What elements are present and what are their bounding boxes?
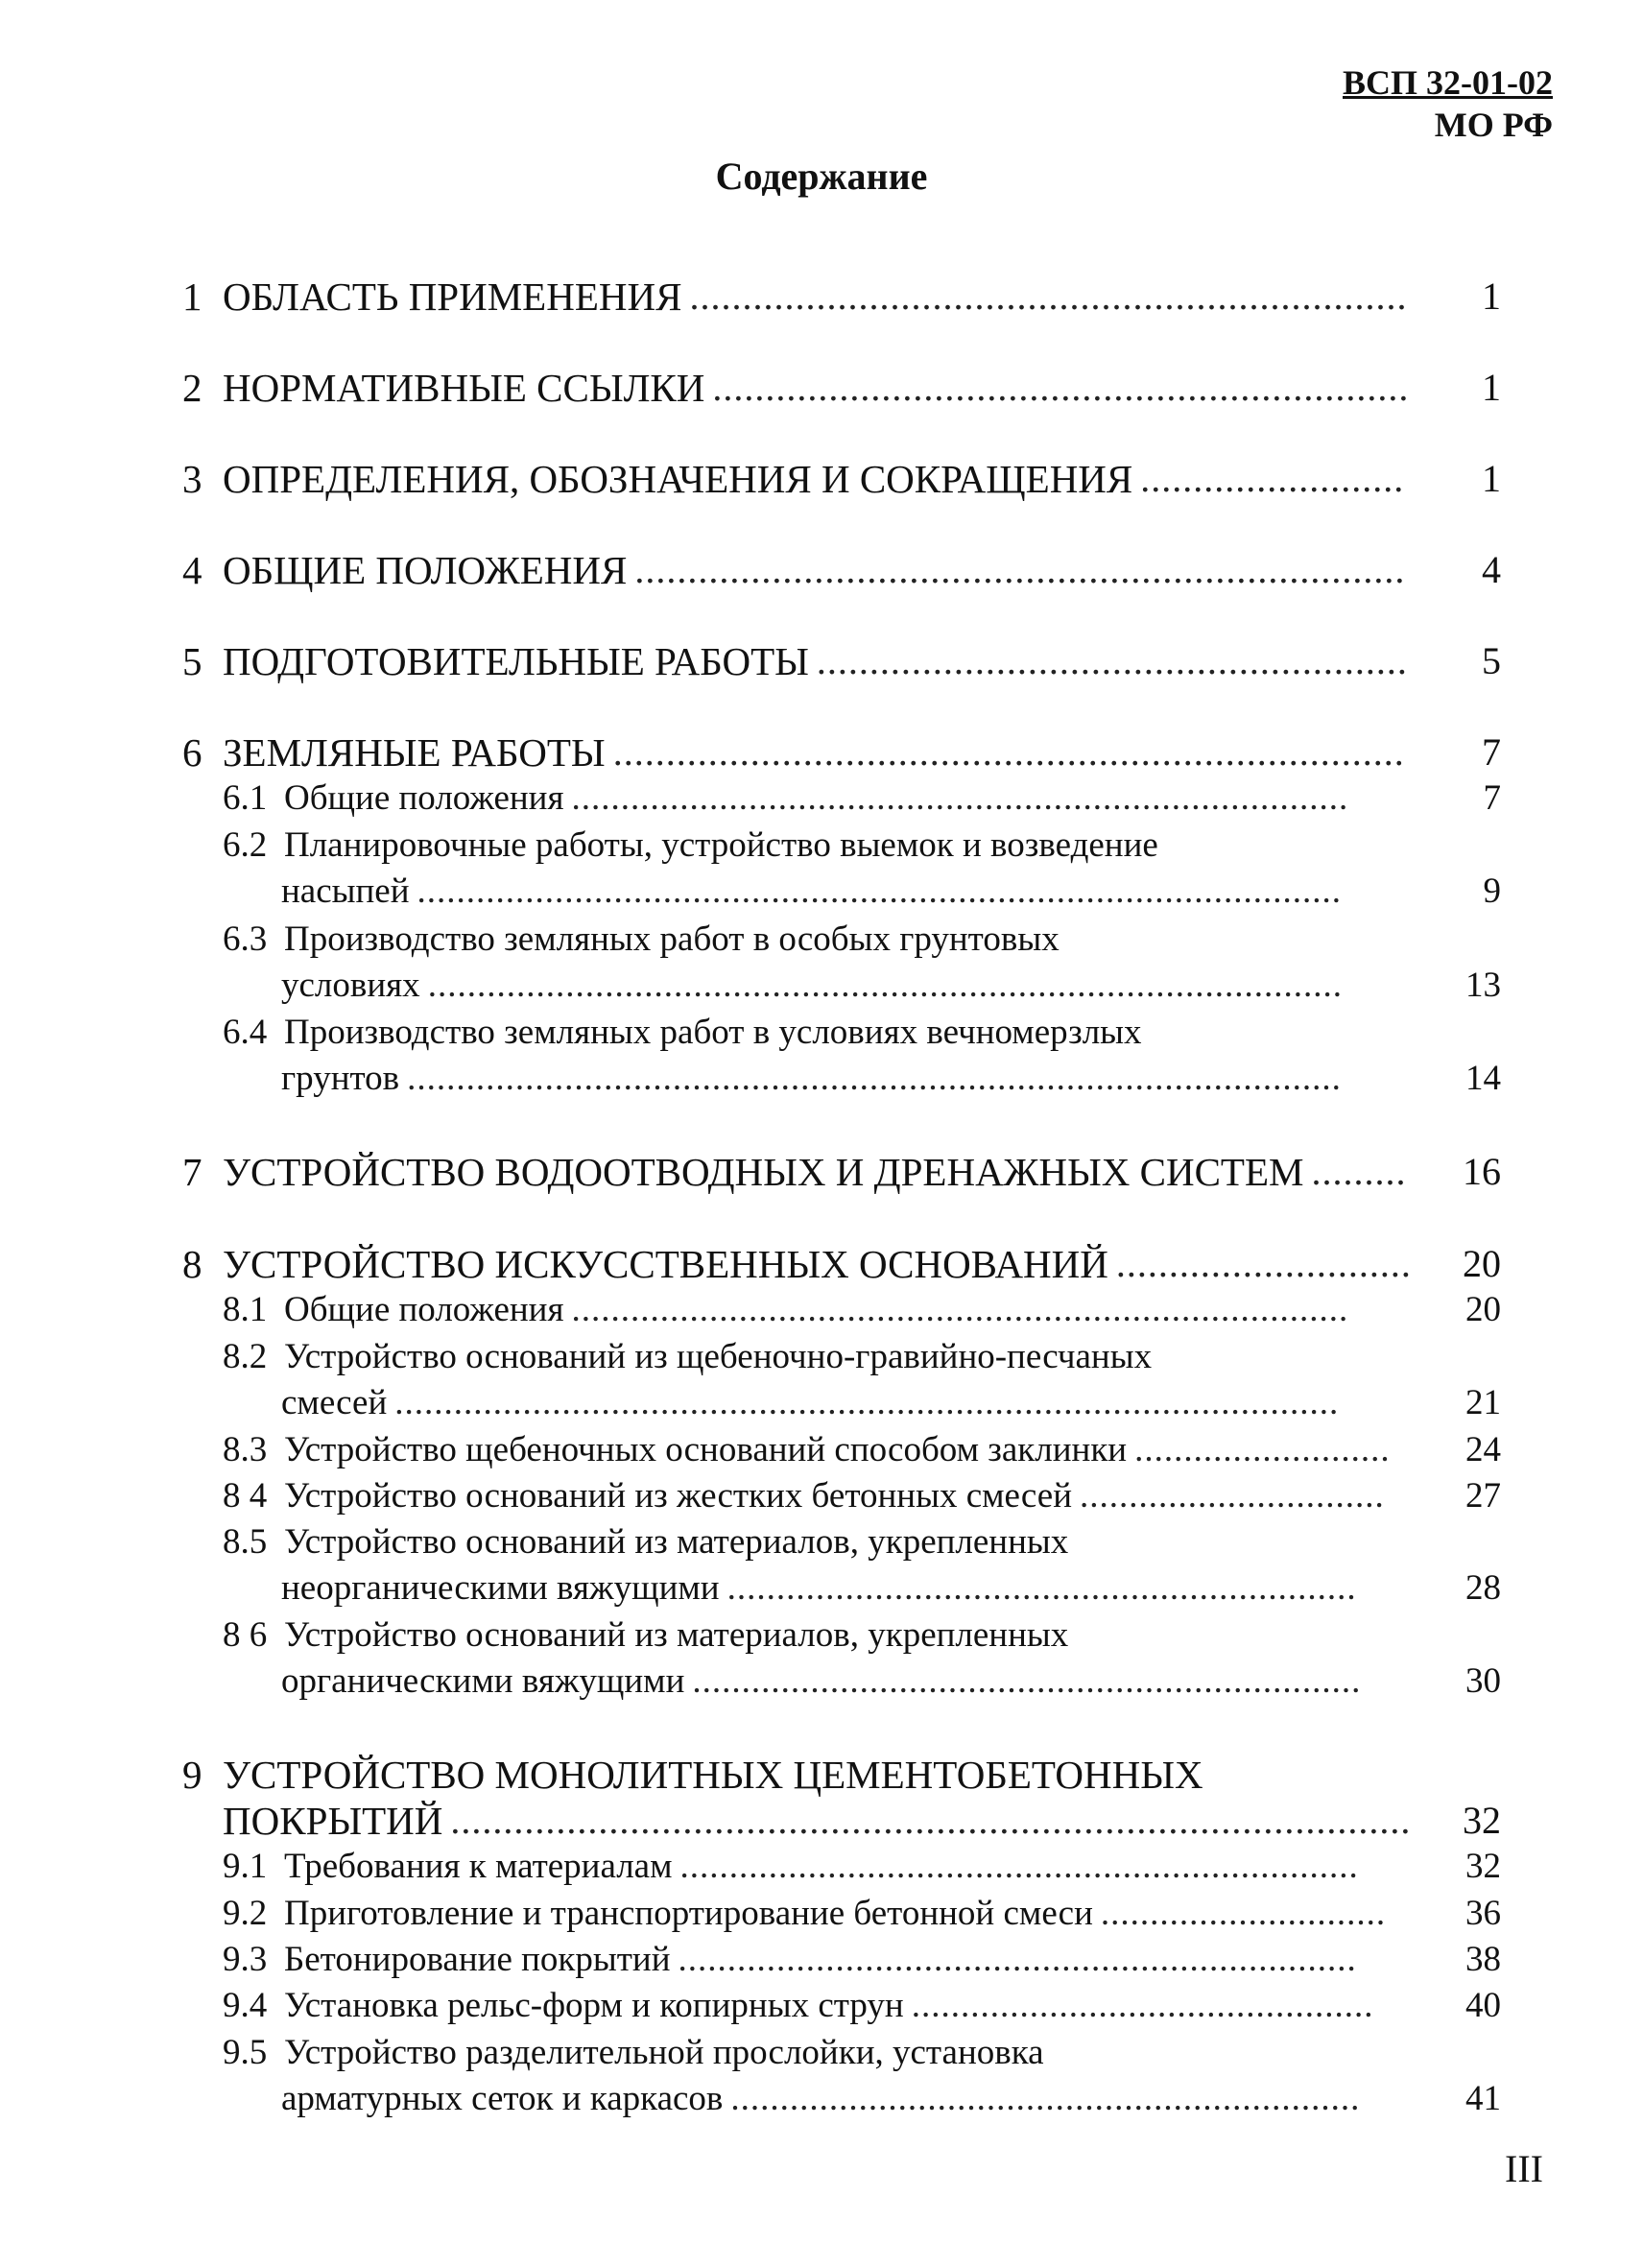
toc-entry-number: 8.3 <box>223 1430 268 1469</box>
toc-entry-page: 32 <box>1463 1799 1501 1842</box>
toc-entry-title: Устройство оснований из материалов, укрепленных <box>284 1522 1069 1562</box>
toc-entry-number: 6.4 <box>223 1013 268 1052</box>
toc-entry-page: 32 <box>1465 1847 1501 1886</box>
toc-entry-number: 8.1 <box>223 1290 268 1329</box>
toc-entry-title: УСТРОЙСТВО ВОДООТВОДНЫХ И ДРЕНАЖНЫХ СИСТЕМ <box>223 1150 1304 1194</box>
toc-entry-number: 2 <box>182 366 202 410</box>
dot-leader: ................................................................................................ <box>394 1383 1340 1422</box>
dot-leader: ............................................................................... <box>571 778 1349 818</box>
toc-entry-number: 8.2 <box>223 1337 268 1376</box>
toc-entry-title: грунтов <box>281 1059 400 1098</box>
toc-entry-page: 4 <box>1482 548 1501 591</box>
toc-entry-title: Общие положения <box>284 1290 564 1329</box>
toc-entry-number: 9.4 <box>223 1986 268 2025</box>
toc-entry-page: 21 <box>1465 1383 1501 1422</box>
toc-entry-title: Устройство оснований из жестких бетонных смесей <box>284 1476 1072 1516</box>
toc-entry-number: 9.5 <box>223 2033 268 2072</box>
toc-entry-number: 6.1 <box>223 778 268 818</box>
toc-entry-page: 40 <box>1465 1986 1501 2025</box>
toc-entry-page: 9 <box>1483 871 1501 911</box>
toc-entry-number: 6 <box>182 730 202 775</box>
dot-leader: ..................................................................... <box>678 1940 1357 1979</box>
toc-entry-title: неорганическими вяжущими <box>281 1568 720 1608</box>
dot-leader: ............................................................................... <box>571 1290 1349 1329</box>
page-title: Содержание <box>715 155 928 198</box>
toc-entry-title: Планировочные работы, устройство выемок и возведение <box>284 825 1158 865</box>
toc-entry-title: ПОКРЫТИЙ <box>223 1799 443 1843</box>
toc-entry-page: 24 <box>1465 1430 1501 1469</box>
document-organization: МО РФ <box>1434 106 1553 144</box>
toc-entry-page: 27 <box>1465 1476 1501 1516</box>
toc-entry-number: 8 4 <box>223 1476 268 1516</box>
toc-entry-title: ОПРЕДЕЛЕНИЯ, ОБОЗНАЧЕНИЯ И СОКРАЩЕНИЯ <box>223 457 1133 501</box>
toc-entry-title: Устройство оснований из материалов, укрепленных <box>284 1615 1069 1655</box>
dot-leader: ............................... <box>1080 1476 1385 1516</box>
toc-entry-page: 5 <box>1482 639 1501 682</box>
dot-leader: ................................................................ <box>726 1568 1357 1608</box>
toc-entry-number: 9.2 <box>223 1894 268 1933</box>
dot-leader: ......................................................................... <box>634 548 1406 591</box>
toc-entry-title: НОРМАТИВНЫЕ ССЫЛКИ <box>223 366 705 410</box>
toc-entry-number: 9.1 <box>223 1847 268 1886</box>
dot-leader: ............................................................................................... <box>407 1059 1342 1098</box>
toc-entry-page: 7 <box>1482 730 1501 774</box>
dot-leader: .............................................................................................. <box>417 871 1343 911</box>
toc-entry-page: 30 <box>1465 1661 1501 1701</box>
toc-entry-page: 38 <box>1465 1940 1501 1979</box>
dot-leader: ......................... <box>1140 457 1405 500</box>
toc-entry-page: 16 <box>1463 1150 1501 1193</box>
page-number: III <box>1505 2147 1543 2190</box>
document-header <box>1343 61 1553 146</box>
dot-leader: .................................................................... <box>689 275 1408 318</box>
toc-entry-title: Установка рельс-форм и копирных струн <box>284 1986 904 2025</box>
toc-entry-number: 7 <box>182 1150 202 1194</box>
dot-leader: ................................................................ <box>730 2079 1361 2118</box>
document-code: ВСП 32-01-02 <box>1343 63 1553 102</box>
toc-entry-number: 4 <box>182 548 202 592</box>
toc-entry-title: Производство земляных работ в условиях вечномерзлых <box>284 1013 1142 1052</box>
toc-entry-page: 20 <box>1463 1242 1501 1285</box>
toc-entry-page: 28 <box>1465 1568 1501 1608</box>
dot-leader: ......... <box>1311 1150 1407 1193</box>
toc-entry-title: Бетонирование покрытий <box>284 1940 671 1979</box>
toc-entry-title: условиях <box>281 966 420 1005</box>
toc-entry-title: ПОДГОТОВИТЕЛЬНЫЕ РАБОТЫ <box>223 639 809 683</box>
toc-entry-number: 8.5 <box>223 1522 268 1562</box>
toc-entry-page: 1 <box>1482 366 1501 409</box>
dot-leader: .................................................................... <box>692 1661 1362 1701</box>
toc-entry-number: 3 <box>182 457 202 501</box>
toc-entry-title: арматурных сеток и каркасов <box>281 2079 724 2118</box>
toc-entry-title: УСТРОЙСТВО ИСКУССТВЕННЫХ ОСНОВАНИЙ <box>223 1242 1108 1286</box>
toc-entry-title: Приготовление и транспортирование бетонной смеси <box>284 1894 1093 1933</box>
dot-leader: .......................... <box>1134 1430 1391 1469</box>
dot-leader: ............................................................................................. <box>427 966 1343 1005</box>
toc-entry-number: 8 <box>182 1242 202 1286</box>
dot-leader: ........................................................................... <box>612 730 1405 774</box>
toc-entry-page: 14 <box>1465 1059 1501 1098</box>
toc-entry-number: 8 6 <box>223 1615 268 1655</box>
toc-entry-title: ОБЩИЕ ПОЛОЖЕНИЯ <box>223 548 628 592</box>
dot-leader: ............................................... <box>911 1986 1374 2025</box>
toc-entry-title: смесей <box>281 1383 388 1422</box>
dot-leader: ........................................................ <box>816 639 1408 682</box>
toc-entry-number: 1 <box>182 275 202 319</box>
dot-leader: ..................................................................... <box>679 1847 1359 1886</box>
toc-entry-page: 36 <box>1465 1894 1501 1933</box>
toc-entry-title: ОБЛАСТЬ ПРИМЕНЕНИЯ <box>223 275 682 319</box>
dot-leader: .................................................................. <box>712 366 1410 409</box>
toc-entry-title: Требования к материалам <box>284 1847 673 1886</box>
toc-entry-page: 13 <box>1465 966 1501 1005</box>
toc-entry-number: 6.3 <box>223 919 268 959</box>
toc-entry-page: 1 <box>1482 457 1501 500</box>
toc-entry-page: 1 <box>1482 275 1501 318</box>
toc-entry-page: 41 <box>1465 2079 1501 2118</box>
toc-entry-title: Устройство щебеночных оснований способом заклинки <box>284 1430 1128 1469</box>
toc-entry-page: 7 <box>1483 778 1501 818</box>
toc-entry-number: 6.2 <box>223 825 268 865</box>
toc-entry-page: 20 <box>1465 1290 1501 1329</box>
toc-entry-title: Производство земляных работ в особых грунтовых <box>284 919 1060 959</box>
toc-entry-title: Устройство разделительной прослойки, установка <box>284 2033 1044 2072</box>
dot-leader: ............................. <box>1100 1894 1387 1933</box>
toc-entry-number: 9 <box>182 1753 202 1797</box>
toc-entry-title: органическими вяжущими <box>281 1661 685 1701</box>
toc-entry-number: 9.3 <box>223 1940 268 1979</box>
toc-entry-title: ЗЕМЛЯНЫЕ РАБОТЫ <box>223 730 606 775</box>
toc-entry-number: 5 <box>182 639 202 683</box>
toc-entry-title: Общие положения <box>284 778 564 818</box>
toc-entry-title: Устройство оснований из щебеночно-гравийно-песчаных <box>284 1337 1153 1376</box>
toc-entry-title: насыпей <box>281 871 410 911</box>
toc-entry-title: УСТРОЙСТВО МОНОЛИТНЫХ ЦЕМЕНТОБЕТОННЫХ <box>223 1753 1203 1797</box>
dot-leader: ............................ <box>1115 1242 1412 1285</box>
dot-leader: ........................................................................................... <box>450 1799 1412 1842</box>
